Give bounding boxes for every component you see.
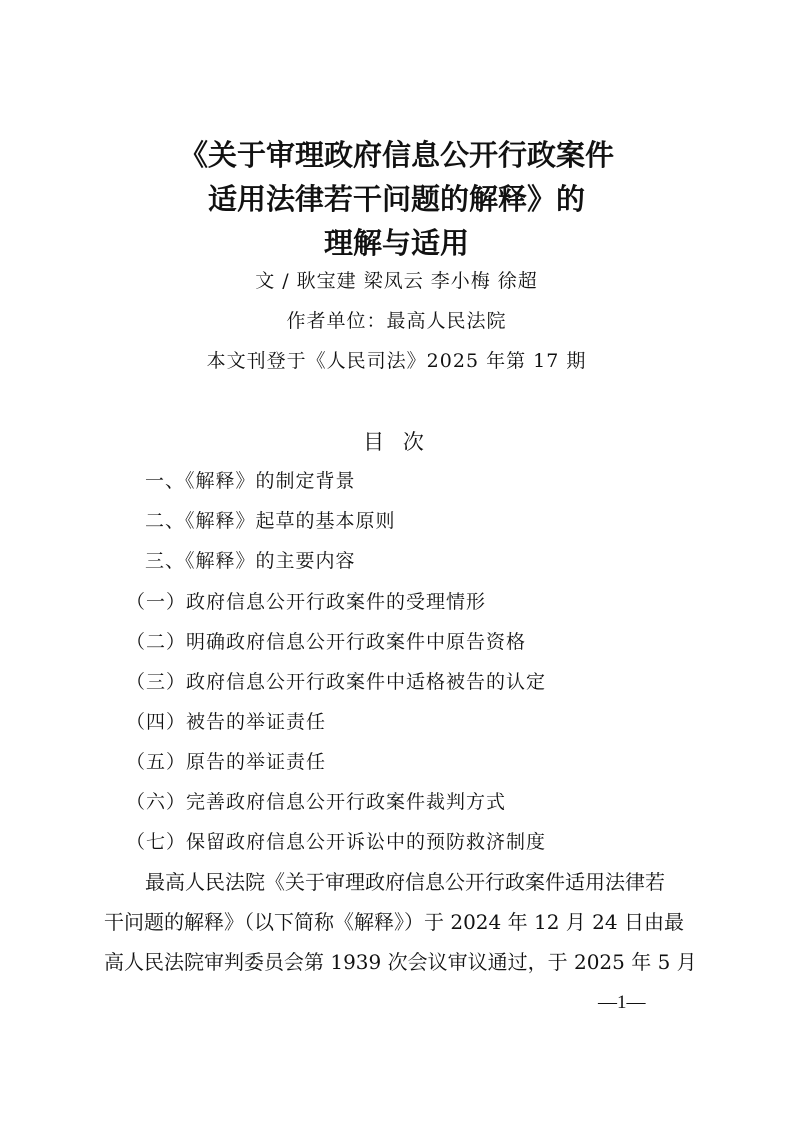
toc-item: （二）明确政府信息公开行政案件中原告资格 [126,631,527,653]
toc-item: 一、《解释》的制定背景 [145,470,356,492]
page-number: —1— [598,992,646,1013]
document-title [0,133,793,265]
toc-item: （六）完善政府信息公开行政案件裁判方式 [126,791,507,813]
title-line-1: 《关于审理政府信息公开行政案件 [178,138,614,172]
toc-item: 三、《解释》的主要内容 [145,550,356,572]
publication-line: 本文刊登于《人民司法》2025 年第 17 期 [206,350,587,372]
toc-item: （一）政府信息公开行政案件的受理情形 [126,591,487,613]
toc-item: （三）政府信息公开行政案件中适格被告的认定 [126,671,547,693]
author-line: 文 / 耿宝建 梁凤云 李小梅 徐超 [255,270,538,292]
affiliation-line: 作者单位：最高人民法院 [286,310,507,332]
body-paragraph-line: 干问题的解释》（以下简称《解释》）于 2024 年 12 月 24 日由最 [104,910,684,934]
toc-heading: 目 次 [363,430,430,454]
title-line-3: 理解与适用 [323,226,469,260]
toc-item: （七）保留政府信息公开诉讼中的预防救济制度 [126,831,547,853]
toc-item: 二、《解释》起草的基本原则 [145,510,396,532]
toc-item: （四）被告的举证责任 [126,711,327,733]
body-paragraph-line: 高人民法院审判委员会第 1939 次会议审议通过，于 2025 年 5 月 [104,950,697,974]
title-line-2: 适用法律若干问题的解释》的 [207,182,585,216]
toc-item: （五）原告的举证责任 [126,751,327,773]
body-paragraph-line: 最高人民法院《关于审理政府信息公开行政案件适用法律若 [145,870,665,894]
